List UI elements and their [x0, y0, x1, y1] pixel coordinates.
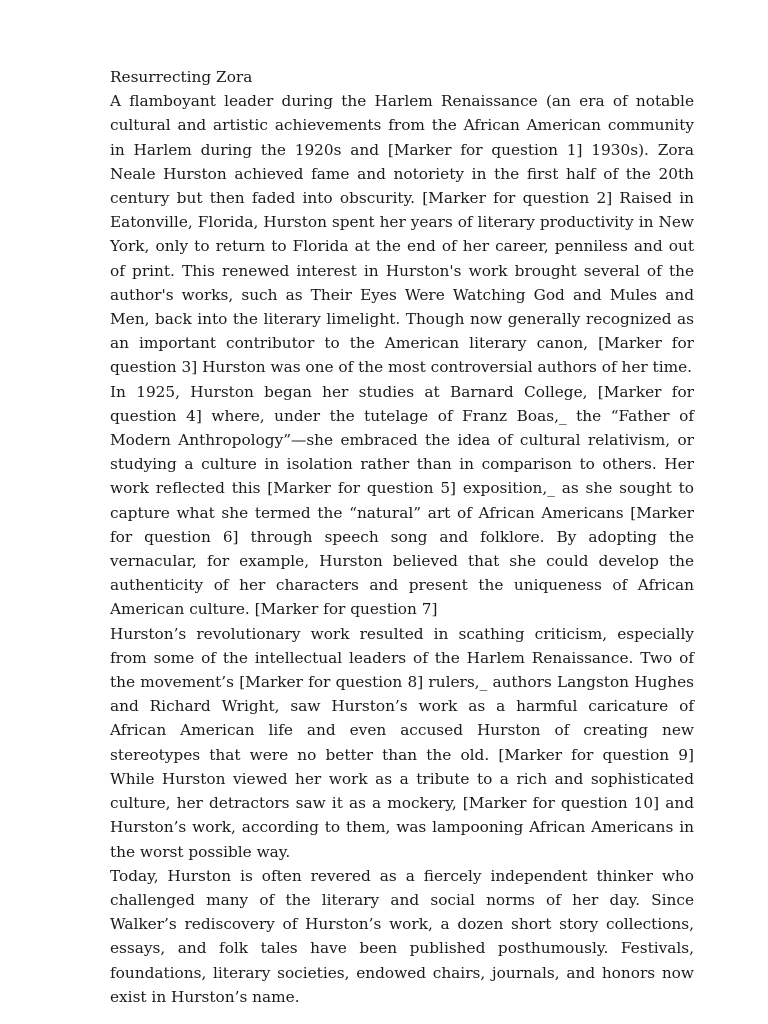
document-page [110, 65, 694, 1009]
paragraph-today: Today, Hurston is often revered as a fiercely independent thinker who challenged many of the literary and social norms of her day. Since Walker’s rediscovery of Hurston’s work, a dozen short story collections, essays, and folk tales have been published posthumously. Festivals, foundations, literary societies, endowed chairs, journals, and honors now exist in Hurston’s name. [110, 866, 694, 1006]
paragraph-intro: A flamboyant leader during the Harlem Renaissance (an era of notable cultural and artistic achievements from the African American community in Harlem during the 1920s and [Marker for question 1] 1930s). Zora Neale Hurston achieved fame and notoriety in the first half of the 20th century but then faded into obscurity. [Marker for question 2] Raised in Eatonville, Florida, Hurston spent her years of literary productivity in New York, only to return to Florida at the end of her career, penniless and out of print. This renewed interest in Hurston's work brought several of the author's works, such as Their Eyes Were Watching God and Mules and Men, back into the literary limelight. Though now generally recognized as an important contributor to the American literary canon, [Marker for question 3] Hurston was one of the most controversial authors of her time. [110, 92, 694, 377]
paragraph-barnard: In 1925, Hurston began her studies at Barnard College, [Marker for question 4] where, under the tutelage of Franz Boas,_ the “Father of Modern Anthropology”—she embraced the idea of cultural relativism, or studying a culture in isolation rather than in comparison to others. Her work reflected this [Marker for question 5] exposition,_ as she sought to capture what she termed the “natural” art of African Americans [Marker for question 6] through speech song and folklore. By adopting the vernacular, for example, Hurston believed that she could develop the authenticity of her characters and present the uniqueness of African American culture. [Marker for question 7] [110, 382, 694, 619]
document-title: Resurrecting Zora [110, 68, 253, 86]
paragraph-criticism: Hurston’s revolutionary work resulted in scathing criticism, especially from some of the intellectual leaders of the Harlem Renaissance. Two of the movement’s [Marker for question 8] rulers,_ authors Langston Hughes and Richard Wright, saw Hurston’s work as a harmful caricature of African American life and even accused Hurston of creating new stereotypes that were no better than the old. [Marker for question 9] While Hurston viewed her work as a tribute to a rich and sophisticated culture, her detractors saw it as a mockery, [Marker for question 10] and Hurston’s work, according to them, was lampooning African Americans in the worst possible way. [110, 624, 694, 861]
